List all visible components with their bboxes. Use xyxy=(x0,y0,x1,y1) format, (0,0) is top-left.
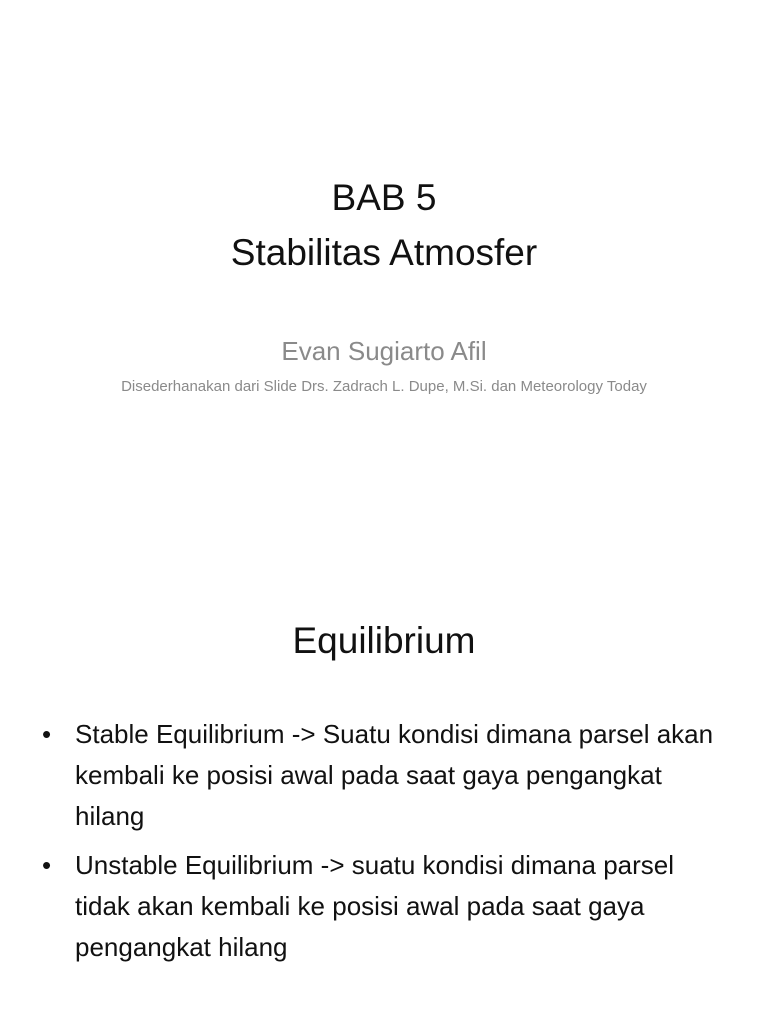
topic-title: Stabilitas Atmosfer xyxy=(230,232,538,273)
equilibrium-heading: Equilibrium xyxy=(292,620,476,661)
bullet-item-stable xyxy=(42,714,722,837)
source-note: Disederhanakan dari Slide Drs. Zadrach L. Dupe, M.Si. dan Meteorology Today xyxy=(121,378,647,395)
bullet-text-stable: Stable Equilibrium -> Suatu kondisi dimana parsel akan kembali ke posisi awal pada saat gaya pengangkat hilang xyxy=(75,719,714,831)
bullet-dot-icon: • xyxy=(42,850,52,880)
bullet-item-unstable xyxy=(42,845,722,968)
chapter-title: BAB 5 xyxy=(331,177,437,218)
bullet-list xyxy=(42,714,722,976)
equilibrium-slide xyxy=(0,512,768,1024)
bullet-dot-icon: • xyxy=(42,719,52,749)
bullet-text-unstable: Unstable Equilibrium -> suatu kondisi dimana parsel tidak akan kembali ke posisi awal pada saat gaya pengangkat hilang xyxy=(75,850,675,962)
author-name: Evan Sugiarto Afil xyxy=(281,336,487,366)
